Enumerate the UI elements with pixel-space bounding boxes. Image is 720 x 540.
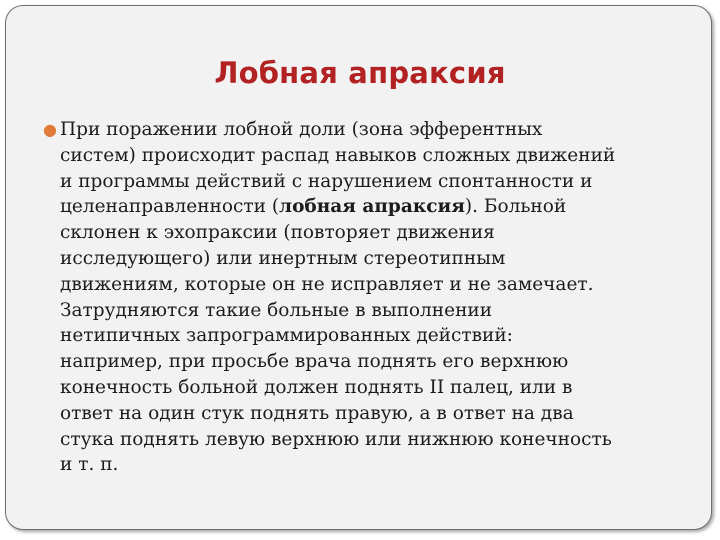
paragraph-line: склонен к эхопраксии (повторяет движения — [60, 222, 495, 244]
bullet-paragraph — [43, 117, 685, 478]
bold-term: лобная апраксия — [279, 196, 465, 218]
paragraph-line: систем) происходит распад навыков сложных движений — [60, 144, 616, 166]
paragraph-line: При поражении лобной доли (зона эфферентных — [60, 119, 543, 140]
bullet-icon: ● — [43, 120, 57, 139]
paragraph-line: и программы действий с нарушением спонтанности и — [60, 170, 593, 192]
paragraph-text: ). Больной — [464, 196, 567, 218]
paragraph-line: стука поднять левую верхнюю или нижнюю конечность — [60, 428, 612, 450]
slide-title: Лобная апраксия — [214, 56, 506, 90]
paragraph-line: например, при просьбе врача поднять его верхнюю — [60, 351, 569, 373]
paragraph-text: целенаправленности ( — [60, 196, 280, 218]
paragraph-line: и т. п. — [60, 454, 119, 476]
paragraph-line: движениям, которые он не исправляет и не замечает. — [60, 273, 594, 295]
paragraph-line: конечность больной должен поднять II палец, или в — [60, 376, 573, 398]
paragraph-line: Затрудняются такие больные в выполнении — [60, 299, 493, 321]
paragraph-line — [60, 194, 685, 220]
paragraph-line: нетипичных запрограммированных действий: — [60, 325, 513, 347]
paragraph-line: исследующего) или инертным стереотипным — [60, 247, 506, 269]
paragraph-line: ответ на один стук поднять правую, а в ответ на два — [60, 402, 574, 424]
